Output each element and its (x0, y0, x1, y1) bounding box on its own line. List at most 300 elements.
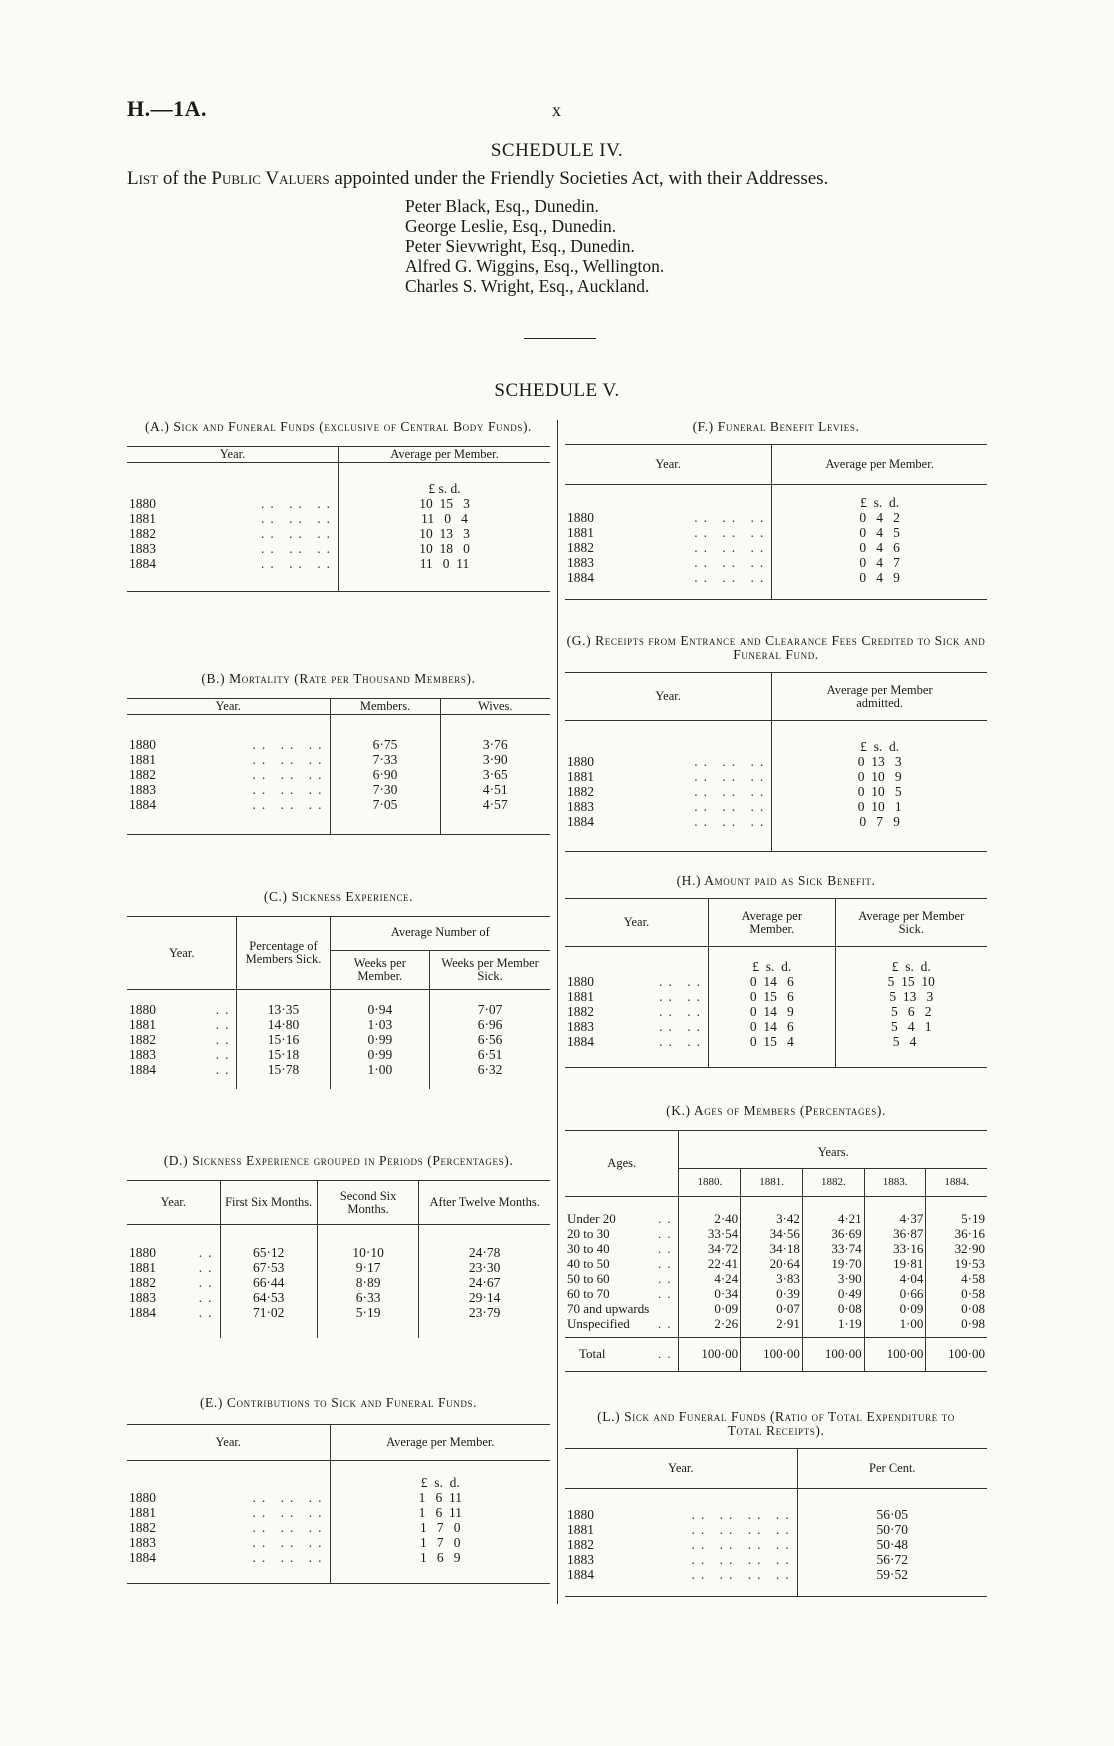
table-row: 1883 .. .. .. 1 7 0 (127, 1535, 550, 1550)
col-average: Average per Member. (339, 447, 551, 463)
value: 0 7 9 (772, 814, 987, 852)
sick-value: 5 6 2 (835, 1004, 987, 1019)
year: 1884 (129, 1062, 156, 1077)
value: 0 10 5 (772, 784, 987, 799)
desc-of-the: of the (162, 168, 207, 189)
col-per-cent: Per Cent. (797, 1449, 987, 1489)
cell: 33·74 (802, 1241, 864, 1256)
year: 1880 (129, 496, 156, 511)
cell: 19·70 (802, 1256, 864, 1271)
table-row: 1881 .. .. .. 7·33 3·90 (127, 752, 550, 767)
column-divider (557, 420, 558, 1604)
document-reference: H.—1A. (127, 96, 207, 121)
col-after: After Twelve Months. (419, 1181, 550, 1225)
value: 59·52 (797, 1567, 987, 1597)
section-c-title: (C.) Sickness Experience. (263, 889, 414, 904)
col-average: Average per Member. (330, 1425, 550, 1461)
desc-list: List (127, 168, 159, 189)
cell: 32·90 (926, 1241, 987, 1256)
cell: 0·34 (679, 1286, 741, 1301)
wpm-value: 0·99 (330, 1032, 430, 1047)
year: 1880 (129, 1490, 156, 1505)
cell: 2·26 (679, 1316, 741, 1338)
year: 1880 (567, 974, 594, 989)
members-value: 7·05 (330, 797, 440, 835)
table-row: 1883 .. .. .. .. 56·72 (565, 1552, 987, 1567)
wives-value: 3·90 (440, 752, 550, 767)
cell: 0·58 (926, 1286, 987, 1301)
table-row: 1881 .. .. 0 15 6 5 13 3 (565, 989, 987, 1004)
pct-value: 15·16 (237, 1032, 330, 1047)
first-value: 67·53 (220, 1260, 317, 1275)
cell: 34·56 (741, 1226, 803, 1241)
section-g-title: (G.) Receipts from Entrance and Clearance Fees Credited to Sick and Funeral Fund. (566, 633, 986, 662)
cell: 2·40 (679, 1197, 741, 1227)
col-year: Year. (168, 945, 195, 960)
valuer-item: Charles S. Wright, Esq., Auckland. (405, 276, 650, 296)
year: 1880 (567, 510, 594, 525)
total-cell: 100·00 (926, 1338, 987, 1372)
wpm-value: 0·99 (330, 1047, 430, 1062)
value: 0 4 5 (772, 525, 987, 540)
col-weeks-per-sick: Weeks per Member Sick. (430, 951, 550, 990)
col-per-sick: Average per Member Sick. (835, 899, 987, 947)
first-value: 64·53 (220, 1290, 317, 1305)
sick-value: 5 4 1 (835, 1019, 987, 1034)
age: Unspecified (567, 1316, 630, 1331)
second-value: 8·89 (317, 1275, 419, 1290)
sick-value: 5 15 10 (835, 974, 987, 989)
section-k (565, 1104, 987, 1372)
section-l-title: (L.) Sick and Funeral Funds (Ratio of Total Expenditure to Total Receipts). (597, 1409, 955, 1438)
cell: 34·72 (679, 1241, 741, 1256)
section-a (127, 420, 550, 592)
col-year: Year. (655, 689, 681, 703)
year: 1882 (129, 1520, 156, 1535)
value: 0 10 1 (772, 799, 987, 814)
table-f (565, 444, 987, 600)
year: 1882 (129, 767, 156, 782)
col-wives: Wives. (440, 699, 550, 715)
year: 1883 (567, 555, 594, 570)
year: 1881 (129, 1260, 156, 1275)
members-value: 7·33 (330, 752, 440, 767)
pct-value: 13·35 (237, 990, 330, 1018)
table-row: 1882 .. .. .. .. 50·48 (565, 1537, 987, 1552)
table-row: 50 to 60 .. 4·24 3·83 3·90 4·04 4·58 (567, 1271, 985, 1286)
table-row: 60 to 70 .. 0·34 0·39 0·49 0·66 0·58 (567, 1286, 985, 1301)
cell: 36·69 (802, 1226, 864, 1241)
unit-label: £ s. d. (708, 947, 835, 975)
table-row: 1883 .. 15·18 0·99 6·51 (127, 1047, 550, 1062)
year: 1882 (567, 1004, 594, 1019)
second-value: 6·33 (317, 1290, 419, 1305)
col-first: First Six Months. (220, 1181, 317, 1225)
year: 1881 (129, 1017, 156, 1032)
first-value: 65·12 (220, 1225, 317, 1261)
year: 1882 (129, 1275, 156, 1290)
value: 0 10 9 (772, 769, 987, 784)
after-value: 24·67 (419, 1275, 550, 1290)
table-g (565, 672, 987, 852)
desc-rest: appointed under the Friendly Societies Act, with their Addresses. (334, 168, 829, 189)
second-value: 9·17 (317, 1260, 419, 1275)
year: 1880 (129, 1002, 156, 1017)
year-1884: 1884. (926, 1169, 987, 1197)
cell: 19·53 (926, 1256, 987, 1271)
value: 56·05 (797, 1489, 987, 1523)
col-average: Average per Member admitted. (772, 673, 987, 721)
sick-value: 5 4 (835, 1034, 987, 1068)
year-1883: 1883. (864, 1169, 926, 1197)
wives-value: 3·76 (440, 715, 550, 753)
unit-label: £ s. d. (772, 721, 987, 755)
table-row: 1880 .. 65·12 10·10 24·78 (127, 1225, 550, 1261)
value: 50·70 (797, 1522, 987, 1537)
cell: 4·21 (802, 1197, 864, 1227)
wps-value: 6·32 (430, 1062, 550, 1089)
table-row: 1882 .. .. .. 0 10 5 (565, 784, 987, 799)
table-row: 20 to 30 .. 33·54 34·56 36·69 36·87 36·16 (567, 1226, 985, 1241)
wps-value: 6·51 (430, 1047, 550, 1062)
schedule-iv-title: SCHEDULE IV. (490, 140, 624, 161)
cell: 4·37 (864, 1197, 926, 1227)
age: 40 to 50 (567, 1256, 610, 1271)
unit-label: £ s. d. (772, 485, 987, 511)
col-year: Year. (215, 1435, 241, 1449)
section-e-title: (E.) Contributions to Sick and Funeral Funds. (199, 1395, 478, 1410)
value: 0 4 2 (772, 510, 987, 525)
cell: 0·07 (741, 1301, 803, 1316)
col-average: Average per Member. (772, 445, 987, 485)
year: 1880 (129, 737, 156, 752)
members-value: 6·90 (330, 767, 440, 782)
table-row: 1882 .. .. .. 10 13 3 (127, 526, 550, 541)
after-value: 23·30 (419, 1260, 550, 1275)
value: 11 0 4 (339, 511, 551, 526)
wps-value: 7·07 (430, 990, 550, 1018)
table-row: 1884 .. .. .. 0 4 9 (565, 570, 987, 600)
col-ages: Ages. (607, 1156, 637, 1170)
year: 1884 (567, 814, 594, 829)
table-d (127, 1180, 550, 1338)
section-d (127, 1154, 550, 1338)
value: 0 4 7 (772, 555, 987, 570)
table-row: 1881 .. .. .. 0 4 5 (565, 525, 987, 540)
cell: 4·04 (864, 1271, 926, 1286)
age: Under 20 (567, 1211, 616, 1226)
valuer-item: Peter Black, Esq., Dunedin. (405, 196, 599, 216)
table-row: 1882 .. 15·16 0·99 6·56 (127, 1032, 550, 1047)
after-value: 23·79 (419, 1305, 550, 1338)
unit-label: £ s. d. (835, 947, 987, 975)
col-second: Second Six Months. (317, 1181, 419, 1225)
table-row: 1880 .. .. .. 6·75 3·76 (127, 715, 550, 753)
cell: 0·39 (741, 1286, 803, 1301)
col-weeks-per-member: Weeks per Member. (330, 951, 430, 990)
table-row: 1881 .. 14·80 1·03 6·96 (127, 1017, 550, 1032)
cell: 1·00 (864, 1316, 926, 1338)
section-f (565, 420, 987, 600)
value: 11 0 11 (339, 556, 551, 592)
year: 1883 (129, 1047, 156, 1062)
total-cell: 100·00 (679, 1338, 741, 1372)
total-cell: 100·00 (864, 1338, 926, 1372)
table-row: 1880 .. 13·35 0·94 7·07 (127, 990, 550, 1018)
year: 1882 (567, 540, 594, 555)
table-row: Under 20 .. 2·40 3·42 4·21 4·37 5·19 (565, 1197, 987, 1227)
member-value: 0 14 6 (708, 1019, 835, 1034)
value: 1 7 0 (330, 1535, 550, 1550)
table-row: 1883 .. .. .. 0 10 1 (565, 799, 987, 814)
table-row: 1884 .. 71·02 5·19 23·79 (127, 1305, 550, 1338)
cell: 3·90 (802, 1271, 864, 1286)
valuer-item: Peter Sievwright, Esq., Dunedin. (405, 236, 635, 256)
wps-value: 6·96 (430, 1017, 550, 1032)
col-average-number: Average Number of (330, 917, 550, 951)
year: 1883 (567, 799, 594, 814)
table-row: 1884 .. .. .. 11 0 11 (127, 556, 550, 592)
wives-value: 4·51 (440, 782, 550, 797)
cell: 0·66 (864, 1286, 926, 1301)
cell: 0·49 (802, 1286, 864, 1301)
valuer-item: George Leslie, Esq., Dunedin. (405, 216, 617, 236)
section-f-title: (F.) Funeral Benefit Levies. (692, 419, 860, 434)
section-divider (524, 338, 596, 339)
section-l (565, 1410, 987, 1597)
year: 1880 (567, 1507, 594, 1522)
year: 1884 (567, 570, 594, 585)
valuers-list (405, 196, 664, 296)
member-value: 0 15 4 (708, 1034, 835, 1068)
section-a-title: (A.) Sick and Funeral Funds (exclusive of Central Body Funds). (144, 419, 533, 434)
year: 1880 (129, 1245, 156, 1260)
table-row: 1882 .. .. .. 6·90 3·65 (127, 767, 550, 782)
cell: 0·08 (926, 1301, 987, 1316)
table-row: 1884 .. .. .. 0 7 9 (565, 814, 987, 852)
year-1882: 1882. (802, 1169, 864, 1197)
first-value: 66·44 (220, 1275, 317, 1290)
cell: 34·18 (741, 1241, 803, 1256)
pct-value: 15·78 (237, 1062, 330, 1089)
unit-label: £ s. d. (339, 463, 551, 497)
valuer-item: Alfred G. Wiggins, Esq., Wellington. (405, 256, 665, 276)
second-value: 5·19 (317, 1305, 419, 1338)
value: 0 4 6 (772, 540, 987, 555)
year: 1883 (129, 1290, 156, 1305)
cell: 22·41 (679, 1256, 741, 1271)
total-cell: 100·00 (741, 1338, 803, 1372)
col-year: Year. (219, 447, 246, 461)
member-value: 0 14 6 (708, 974, 835, 989)
members-value: 6·75 (330, 715, 440, 753)
year: 1882 (129, 526, 156, 541)
table-row: 1880 .. .. 0 14 6 5 15 10 (565, 974, 987, 989)
member-value: 0 14 9 (708, 1004, 835, 1019)
table-row: 1880 .. .. .. 10 15 3 (127, 496, 550, 511)
year: 1884 (129, 556, 156, 571)
age: 60 to 70 (567, 1286, 610, 1301)
table-row (565, 1301, 987, 1316)
age: 30 to 40 (567, 1241, 610, 1256)
table-row: 1884 .. .. .. 7·05 4·57 (127, 797, 550, 835)
desc-public-valuers: Public Valuers (211, 168, 330, 189)
table-row: 1884 .. .. 0 15 4 5 4 (565, 1034, 987, 1068)
age: 50 to 60 (567, 1271, 610, 1286)
section-k-title: (K.) Ages of Members (Percentages). (666, 1103, 886, 1118)
value: 10 18 0 (339, 541, 551, 556)
cell: 2·91 (741, 1316, 803, 1338)
section-b (127, 672, 550, 835)
year-1881: 1881. (741, 1169, 803, 1197)
table-row: 1881 .. .. .. 0 10 9 (565, 769, 987, 784)
table-b (127, 698, 550, 835)
section-g (565, 634, 987, 852)
table-row: 1883 .. .. .. 10 18 0 (127, 541, 550, 556)
total-label: Total (579, 1346, 606, 1361)
table-row: 1880 .. .. .. 0 4 2 (565, 510, 987, 525)
member-value: 0 15 6 (708, 989, 835, 1004)
year: 1881 (567, 989, 594, 1004)
table-row: 1881 .. .. .. .. 50·70 (565, 1522, 987, 1537)
cell: 33·16 (864, 1241, 926, 1256)
first-value: 71·02 (220, 1305, 317, 1338)
cell: 0·98 (926, 1316, 987, 1338)
col-year: Year. (215, 699, 241, 713)
section-b-title: (B.) Mortality (Rate per Thousand Members). (201, 671, 476, 686)
value: 0 13 3 (772, 754, 987, 769)
year: 1883 (567, 1019, 594, 1034)
members-value: 7·30 (330, 782, 440, 797)
table-k (565, 1130, 987, 1372)
wpm-value: 0·94 (330, 990, 430, 1018)
cell: 0·08 (802, 1301, 864, 1316)
value: 56·72 (797, 1552, 987, 1567)
cell: 0·09 (864, 1301, 926, 1316)
table-row: 1883 .. .. .. 7·30 4·51 (127, 782, 550, 797)
cell: 1·19 (802, 1316, 864, 1338)
wives-value: 4·57 (440, 797, 550, 835)
section-e (127, 1396, 550, 1584)
year: 1883 (567, 1552, 594, 1567)
year: 1884 (129, 797, 156, 812)
cell: 36·16 (926, 1226, 987, 1241)
value: 0 4 9 (772, 570, 987, 600)
year: 1880 (567, 754, 594, 769)
year: 1884 (567, 1567, 594, 1582)
section-h (565, 874, 987, 1068)
section-h-title: (H.) Amount paid as Sick Benefit. (676, 873, 876, 888)
col-years: Years. (679, 1131, 987, 1169)
section-c (127, 890, 550, 1089)
year: 1882 (567, 784, 594, 799)
pct-value: 15·18 (237, 1047, 330, 1062)
table-row: 1880 .. .. .. 1 6 11 (127, 1490, 550, 1505)
col-percentage: Percentage of Members Sick. (237, 917, 330, 990)
table-e (127, 1424, 550, 1584)
total-cell: 100·00 (802, 1338, 864, 1372)
value: 1 6 11 (330, 1505, 550, 1520)
year: 1884 (129, 1550, 156, 1565)
year: 1883 (129, 782, 156, 797)
table-row: 1883 .. 64·53 6·33 29·14 (127, 1290, 550, 1305)
year: 1881 (129, 511, 156, 526)
cell: 36·87 (864, 1226, 926, 1241)
total-row: Total .. 100·00 100·00 100·00 100·00 100·00 (565, 1338, 987, 1372)
year: 1881 (567, 1522, 594, 1537)
page-number: x (552, 100, 561, 120)
table-row: 1881 .. 67·53 9·17 23·30 (127, 1260, 550, 1275)
year: 1881 (129, 752, 156, 767)
wpm-value: 1·00 (330, 1062, 430, 1089)
col-per-member: Average per Member. (708, 899, 835, 947)
table-row: 1880 .. .. .. 0 13 3 (565, 754, 987, 769)
value: 10 15 3 (339, 496, 551, 511)
schedule-v-title: SCHEDULE V. (494, 380, 620, 401)
section-d-title: (D.) Sickness Experience grouped in Periods (Percentages). (163, 1153, 514, 1168)
year: 1884 (567, 1034, 594, 1049)
col-year: Year. (160, 1195, 187, 1209)
year: 1881 (567, 769, 594, 784)
cell: 20·64 (741, 1256, 803, 1271)
table-row: 1882 .. .. .. 0 4 6 (565, 540, 987, 555)
age: 70 and upwards (567, 1301, 650, 1316)
table-row: 30 to 40 .. 34·72 34·18 33·74 33·16 32·90 (567, 1241, 985, 1256)
after-value: 24·78 (419, 1225, 550, 1261)
age: 20 to 30 (567, 1226, 610, 1241)
year: 1881 (129, 1505, 156, 1520)
schedule-iv-description (127, 168, 828, 190)
cell: 33·54 (679, 1226, 741, 1241)
cell: 3·83 (741, 1271, 803, 1286)
table-h (565, 898, 987, 1068)
table-c (127, 916, 550, 1089)
value: 1 7 0 (330, 1520, 550, 1535)
year: 1883 (129, 541, 156, 556)
year: 1882 (567, 1537, 594, 1552)
year-1880: 1880. (679, 1169, 741, 1197)
table-row: 1884 .. 15·78 1·00 6·32 (127, 1062, 550, 1089)
table-row: Unspecified .. 2·26 2·91 1·19 1·00 0·98 (565, 1316, 987, 1338)
wpm-value: 1·03 (330, 1017, 430, 1032)
wives-value: 3·65 (440, 767, 550, 782)
cell: 4·24 (679, 1271, 741, 1286)
table-row: 1881 .. .. .. 11 0 4 (127, 511, 550, 526)
table-row: 1883 .. .. 0 14 6 5 4 1 (565, 1019, 987, 1034)
cell: 19·81 (864, 1256, 926, 1271)
table-row: 1881 .. .. .. 1 6 11 (127, 1505, 550, 1520)
table-row: 1880 .. .. .. .. 56·05 (565, 1489, 987, 1523)
year: 1881 (567, 525, 594, 540)
table-a (127, 446, 550, 592)
cell: 5·19 (926, 1197, 987, 1227)
value: 1 6 11 (330, 1490, 550, 1505)
table-l (565, 1448, 987, 1597)
table-row: 40 to 50 .. 22·41 20·64 19·70 19·81 19·53 (567, 1256, 985, 1271)
year: 1884 (129, 1305, 156, 1320)
table-row: 1884 .. .. .. .. 59·52 (565, 1567, 987, 1597)
value: 1 6 9 (330, 1550, 550, 1584)
table-row: 1882 .. .. 0 14 9 5 6 2 (565, 1004, 987, 1019)
table-row: 1882 .. 66·44 8·89 24·67 (127, 1275, 550, 1290)
cell: 0·09 (679, 1301, 741, 1316)
table-row: 1884 .. .. .. 1 6 9 (127, 1550, 550, 1584)
year: 1882 (129, 1032, 156, 1047)
sick-value: 5 13 3 (835, 989, 987, 1004)
value: 10 13 3 (339, 526, 551, 541)
pct-value: 14·80 (237, 1017, 330, 1032)
col-year: Year. (623, 915, 650, 929)
